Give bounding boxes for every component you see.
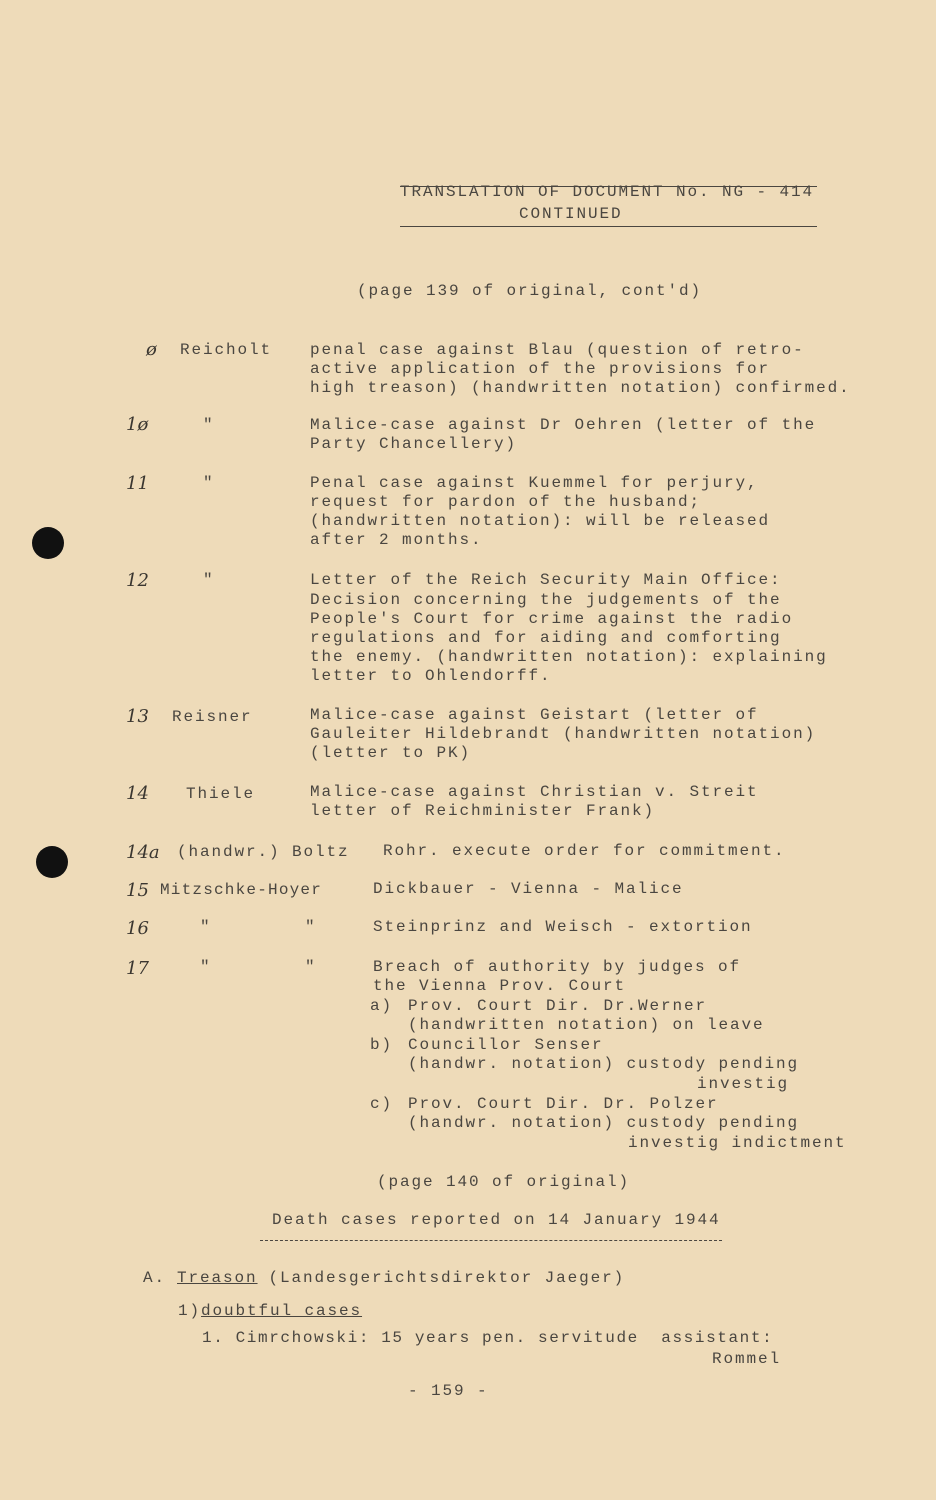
entry-line: Party Chancellery) xyxy=(310,435,518,453)
entry-line: penal case against Blau (question of retro- xyxy=(310,341,805,359)
subitem-line: investig indictment xyxy=(628,1134,847,1152)
entry-line: Steinprinz and Weisch - extortion xyxy=(373,918,753,936)
entry-number: 16 xyxy=(126,918,149,939)
ditto-mark: " xyxy=(203,416,215,434)
entry-number: 11 xyxy=(126,473,149,494)
ditto-mark: " xyxy=(305,958,317,976)
subitem-label: a) xyxy=(370,997,394,1015)
section-a-label: A. xyxy=(143,1269,167,1287)
entry-line: Decision concerning the judgements of the xyxy=(310,591,782,609)
entry-name: Reisner xyxy=(172,708,253,726)
entry-line: Malice-case against Geistart (letter of xyxy=(310,706,759,724)
section-heading: Death cases reported on 14 January 1944 xyxy=(272,1211,721,1229)
entry-number: 13 xyxy=(126,706,149,727)
entry-name: (handwr.) Boltz xyxy=(177,843,350,861)
subitem-line: Prov. Court Dir. Dr.Werner xyxy=(408,997,708,1015)
ditto-mark: " xyxy=(305,918,317,936)
subitem-label: c) xyxy=(370,1095,394,1113)
entry-name: Thiele xyxy=(186,785,256,803)
punch-hole xyxy=(36,846,68,878)
entry-line: (letter to PK) xyxy=(310,744,472,762)
entry-line: (handwritten notation): will be released xyxy=(310,512,771,530)
document-subtitle: CONTINUED xyxy=(519,205,623,223)
header-rule-bottom xyxy=(400,226,817,227)
subitem-line: Councillor Senser xyxy=(408,1036,604,1054)
subitem-label: b) xyxy=(370,1036,394,1054)
entry-number: 12 xyxy=(126,570,149,591)
subsection xyxy=(178,1302,362,1321)
entry-line: People's Court for crime against the radio xyxy=(310,610,794,628)
entry-line: Letter of the Reich Security Main Office: xyxy=(310,571,782,589)
entry-line: active application of the provisions for xyxy=(310,360,771,378)
subitem-line: (handwritten notation) on leave xyxy=(408,1016,765,1034)
subsection-title: doubtful cases xyxy=(201,1302,363,1320)
page-number: - 159 - xyxy=(408,1382,489,1400)
entry-number: 15 xyxy=(126,880,149,901)
entry-line: high treason) (handwritten notation) confirmed. xyxy=(310,379,851,397)
entry-line: Penal case against Kuemmel for perjury, xyxy=(310,474,759,492)
entry-line: Gauleiter Hildebrandt (handwritten notation) xyxy=(310,725,817,743)
ditto-mark: " xyxy=(200,918,212,936)
punch-hole xyxy=(32,527,64,559)
entry-line: letter of Reichminister Frank) xyxy=(310,802,656,820)
ditto-mark: " xyxy=(203,474,215,492)
section-a-rest: (Landesgerichtsdirektor Jaeger) xyxy=(268,1269,626,1287)
entry-number: 1ø xyxy=(126,414,149,435)
entry-number: 14 xyxy=(126,783,149,804)
case-assistant: Rommel xyxy=(712,1350,782,1368)
entry-line: the enemy. (handwritten notation): explaining xyxy=(310,648,828,666)
subitem-line: (handwr. notation) custody pending xyxy=(408,1114,800,1132)
entry-line: Breach of authority by judges of xyxy=(373,958,742,976)
entry-line: letter to Ohlendorff. xyxy=(310,667,552,685)
subitem-line: (handwr. notation) custody pending xyxy=(408,1055,800,1073)
entry-number: 17 xyxy=(126,958,149,979)
entry-name: Reicholt xyxy=(180,341,273,359)
subitem-line: investig xyxy=(697,1075,790,1093)
subitem-line: Prov. Court Dir. Dr. Polzer xyxy=(408,1095,719,1113)
page-reference-top: (page 139 of original, cont'd) xyxy=(357,282,703,300)
entry-line: Rohr. execute order for commitment. xyxy=(383,842,786,860)
document-title: TRANSLATION OF DOCUMENT No. NG - 414 xyxy=(400,183,815,201)
entry-line: Malice-case against Dr Oehren (letter of the xyxy=(310,416,817,434)
entry-line: request for pardon of the husband; xyxy=(310,493,702,511)
entry-line: after 2 months. xyxy=(310,531,483,549)
section-a-title: Treason xyxy=(177,1269,258,1287)
entry-line: regulations and for aiding and comforting xyxy=(310,629,782,647)
page-reference-mid: (page 140 of original) xyxy=(377,1173,631,1191)
section-heading-dashes xyxy=(260,1240,722,1241)
section-a xyxy=(143,1269,625,1288)
entry-line: Dickbauer - Vienna - Malice xyxy=(373,880,684,898)
case-line: 1. Cimrchowski: 15 years pen. servitude assistant: xyxy=(202,1329,774,1347)
entry-name: Mitzschke-Hoyer xyxy=(160,881,323,899)
entry-line: Malice-case against Christian v. Streit xyxy=(310,783,759,801)
entry-number: 14a xyxy=(126,842,160,863)
entry-line: the Vienna Prov. Court xyxy=(373,977,627,995)
ditto-mark: " xyxy=(203,571,215,589)
subsection-label: 1) xyxy=(178,1302,202,1320)
ditto-mark: " xyxy=(200,958,212,976)
entry-number: ø xyxy=(146,339,157,360)
